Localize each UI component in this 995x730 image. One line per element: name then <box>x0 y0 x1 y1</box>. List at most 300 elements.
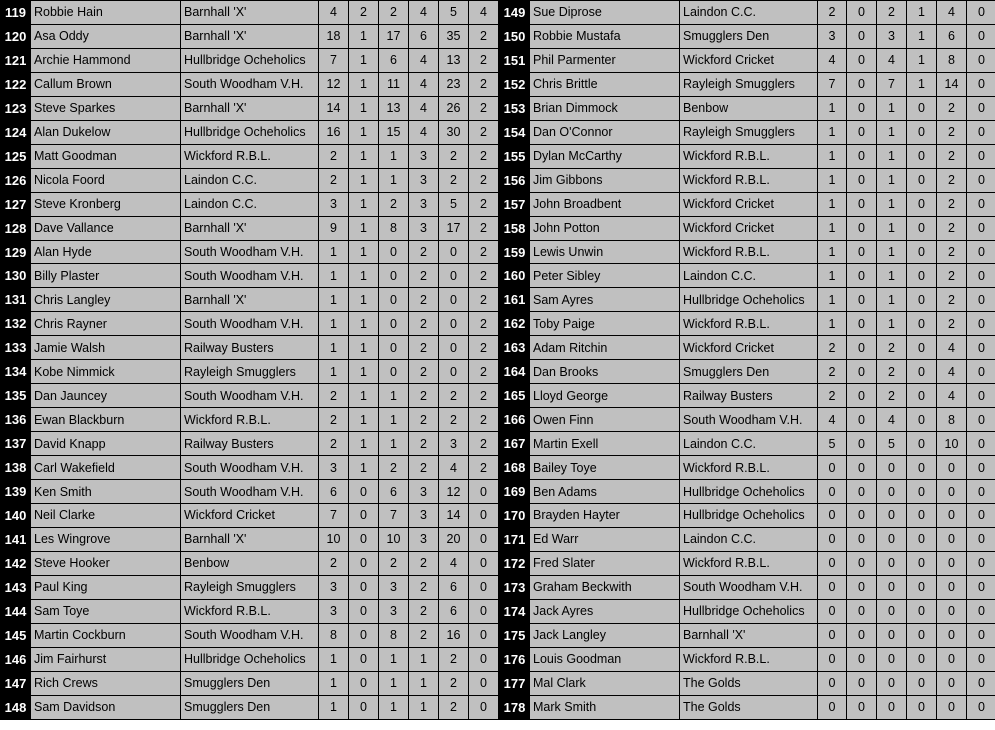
table-row <box>1 264 499 288</box>
position-cell: 155 <box>500 144 530 168</box>
stat-cell-4: 3 <box>409 144 439 168</box>
table-row <box>1 312 499 336</box>
stat-cell-5: 2 <box>439 168 469 192</box>
position-cell: 130 <box>1 264 31 288</box>
team-cell: Wickford Cricket <box>680 216 818 240</box>
stat-cell-3: 1 <box>379 647 409 671</box>
stat-cell-2: 0 <box>847 312 877 336</box>
stat-cell-6: 0 <box>967 264 995 288</box>
player-name-cell: Bailey Toye <box>530 456 680 480</box>
player-name-cell: Ken Smith <box>31 480 181 504</box>
stat-cell-2: 1 <box>349 432 379 456</box>
team-cell: Railway Busters <box>181 432 319 456</box>
player-name-cell: Sam Toye <box>31 599 181 623</box>
table-row <box>1 48 499 72</box>
stat-cell-6: 2 <box>469 144 499 168</box>
team-cell: Wickford R.B.L. <box>181 144 319 168</box>
stat-cell-3: 1 <box>877 192 907 216</box>
stat-cell-4: 3 <box>409 527 439 551</box>
position-cell: 172 <box>500 551 530 575</box>
stat-cell-4: 0 <box>907 384 937 408</box>
stat-cell-1: 1 <box>818 312 847 336</box>
position-cell: 168 <box>500 456 530 480</box>
stat-cell-4: 3 <box>409 480 439 504</box>
stat-cell-6: 0 <box>967 408 995 432</box>
position-cell: 134 <box>1 360 31 384</box>
stat-cell-6: 2 <box>469 216 499 240</box>
player-name-cell: Lloyd George <box>530 384 680 408</box>
stat-cell-2: 0 <box>349 623 379 647</box>
stat-cell-4: 0 <box>907 360 937 384</box>
table-row <box>1 192 499 216</box>
stat-cell-3: 1 <box>877 288 907 312</box>
position-cell: 156 <box>500 168 530 192</box>
stat-cell-6: 2 <box>469 24 499 48</box>
table-row <box>1 240 499 264</box>
stat-cell-3: 0 <box>379 240 409 264</box>
stat-cell-1: 2 <box>818 360 847 384</box>
stat-cell-3: 13 <box>379 96 409 120</box>
player-name-cell: Mark Smith <box>530 695 680 719</box>
position-cell: 132 <box>1 312 31 336</box>
position-cell: 151 <box>500 48 530 72</box>
team-cell: South Woodham V.H. <box>181 72 319 96</box>
player-name-cell: Neil Clarke <box>31 504 181 528</box>
stat-cell-2: 0 <box>847 120 877 144</box>
stat-cell-1: 2 <box>319 551 349 575</box>
position-cell: 158 <box>500 216 530 240</box>
player-name-cell: Les Wingrove <box>31 527 181 551</box>
stat-cell-4: 1 <box>907 1 937 25</box>
stat-cell-4: 4 <box>409 96 439 120</box>
table-row <box>1 144 499 168</box>
table-row <box>1 527 499 551</box>
stat-cell-6: 0 <box>967 623 995 647</box>
stat-cell-3: 7 <box>379 504 409 528</box>
table-row <box>500 527 995 551</box>
stat-cell-5: 0 <box>937 695 967 719</box>
table-row <box>500 480 995 504</box>
team-cell: Laindon C.C. <box>181 168 319 192</box>
stat-cell-3: 1 <box>877 120 907 144</box>
stat-cell-5: 0 <box>937 671 967 695</box>
stat-cell-5: 2 <box>937 96 967 120</box>
table-row <box>500 384 995 408</box>
table-row <box>1 96 499 120</box>
stat-cell-4: 0 <box>907 264 937 288</box>
position-cell: 122 <box>1 72 31 96</box>
stat-cell-6: 2 <box>469 96 499 120</box>
stat-cell-4: 0 <box>907 504 937 528</box>
stat-cell-2: 1 <box>349 408 379 432</box>
stat-cell-5: 13 <box>439 48 469 72</box>
table-row <box>1 671 499 695</box>
stat-cell-3: 0 <box>379 360 409 384</box>
player-name-cell: Martin Exell <box>530 432 680 456</box>
position-cell: 152 <box>500 72 530 96</box>
stat-cell-3: 4 <box>877 48 907 72</box>
stat-cell-1: 0 <box>818 504 847 528</box>
position-cell: 126 <box>1 168 31 192</box>
stat-cell-5: 23 <box>439 72 469 96</box>
stat-cell-6: 0 <box>967 575 995 599</box>
player-name-cell: Steve Sparkes <box>31 96 181 120</box>
player-name-cell: Kobe Nimmick <box>31 360 181 384</box>
stat-cell-3: 1 <box>877 264 907 288</box>
player-name-cell: David Knapp <box>31 432 181 456</box>
player-name-cell: Peter Sibley <box>530 264 680 288</box>
stat-cell-2: 1 <box>349 264 379 288</box>
stat-cell-4: 0 <box>907 312 937 336</box>
team-cell: South Woodham V.H. <box>181 623 319 647</box>
stat-cell-2: 1 <box>349 336 379 360</box>
player-name-cell: Graham Beckwith <box>530 575 680 599</box>
stat-cell-5: 4 <box>439 551 469 575</box>
stat-cell-5: 2 <box>937 288 967 312</box>
stat-cell-4: 0 <box>907 527 937 551</box>
stat-cell-3: 8 <box>379 216 409 240</box>
stat-cell-5: 0 <box>937 647 967 671</box>
team-cell: The Golds <box>680 695 818 719</box>
stat-cell-5: 6 <box>439 575 469 599</box>
stat-cell-2: 1 <box>349 144 379 168</box>
stat-cell-4: 3 <box>409 504 439 528</box>
stat-cell-4: 2 <box>409 551 439 575</box>
stat-cell-6: 0 <box>469 504 499 528</box>
table-row <box>500 456 995 480</box>
team-cell: South Woodham V.H. <box>181 456 319 480</box>
stat-cell-3: 0 <box>877 504 907 528</box>
stat-cell-2: 0 <box>349 527 379 551</box>
stat-cell-6: 0 <box>967 480 995 504</box>
player-name-cell: Asa Oddy <box>31 24 181 48</box>
stat-cell-3: 1 <box>877 240 907 264</box>
stat-cell-6: 0 <box>967 432 995 456</box>
stat-cell-2: 1 <box>349 96 379 120</box>
stat-cell-4: 0 <box>907 192 937 216</box>
stat-cell-6: 2 <box>469 48 499 72</box>
stat-cell-2: 0 <box>847 240 877 264</box>
stat-cell-4: 4 <box>409 48 439 72</box>
stat-cell-4: 1 <box>907 48 937 72</box>
stat-cell-1: 0 <box>818 527 847 551</box>
player-name-cell: Steve Hooker <box>31 551 181 575</box>
stat-cell-6: 2 <box>469 408 499 432</box>
stat-cell-2: 0 <box>349 551 379 575</box>
stat-cell-5: 0 <box>937 551 967 575</box>
stat-cell-2: 1 <box>349 24 379 48</box>
stat-cell-6: 0 <box>967 336 995 360</box>
position-cell: 169 <box>500 480 530 504</box>
team-cell: Wickford R.B.L. <box>680 647 818 671</box>
table-row <box>1 384 499 408</box>
player-name-cell: Ben Adams <box>530 480 680 504</box>
player-name-cell: Matt Goodman <box>31 144 181 168</box>
stat-cell-3: 2 <box>379 456 409 480</box>
stat-cell-3: 0 <box>877 480 907 504</box>
stat-cell-5: 0 <box>439 336 469 360</box>
stat-cell-5: 4 <box>439 456 469 480</box>
stat-cell-2: 0 <box>847 144 877 168</box>
position-cell: 166 <box>500 408 530 432</box>
player-name-cell: Rich Crews <box>31 671 181 695</box>
stat-cell-4: 0 <box>907 456 937 480</box>
stat-cell-6: 0 <box>967 48 995 72</box>
position-cell: 162 <box>500 312 530 336</box>
stat-cell-6: 2 <box>469 264 499 288</box>
stat-cell-4: 2 <box>409 288 439 312</box>
table-row <box>1 695 499 719</box>
stat-cell-4: 0 <box>907 144 937 168</box>
player-name-cell: Chris Rayner <box>31 312 181 336</box>
stat-cell-6: 0 <box>967 312 995 336</box>
player-name-cell: Dan Brooks <box>530 360 680 384</box>
player-name-cell: Dave Vallance <box>31 216 181 240</box>
stat-cell-3: 7 <box>877 72 907 96</box>
player-name-cell: Fred Slater <box>530 551 680 575</box>
stat-cell-5: 0 <box>937 623 967 647</box>
stat-cell-5: 20 <box>439 527 469 551</box>
stat-cell-4: 0 <box>907 695 937 719</box>
stat-cell-4: 4 <box>409 120 439 144</box>
team-cell: Hullbridge Ocheholics <box>680 504 818 528</box>
stat-cell-5: 2 <box>439 408 469 432</box>
position-cell: 123 <box>1 96 31 120</box>
stat-cell-4: 1 <box>409 647 439 671</box>
stat-cell-4: 1 <box>907 72 937 96</box>
table-row <box>1 456 499 480</box>
table-row <box>1 480 499 504</box>
position-cell: 150 <box>500 24 530 48</box>
stat-cell-6: 0 <box>469 599 499 623</box>
stat-cell-4: 2 <box>409 312 439 336</box>
position-cell: 170 <box>500 504 530 528</box>
stat-cell-5: 4 <box>937 336 967 360</box>
team-cell: Hullbridge Ocheholics <box>181 647 319 671</box>
position-cell: 176 <box>500 647 530 671</box>
stat-cell-1: 2 <box>319 408 349 432</box>
position-cell: 137 <box>1 432 31 456</box>
stat-cell-1: 10 <box>319 527 349 551</box>
table-row <box>500 432 995 456</box>
stat-cell-5: 2 <box>937 144 967 168</box>
stat-cell-6: 0 <box>469 527 499 551</box>
table-row <box>500 24 995 48</box>
stat-cell-2: 0 <box>847 264 877 288</box>
standings-table-left <box>0 0 499 720</box>
stat-cell-4: 0 <box>907 336 937 360</box>
stat-cell-6: 2 <box>469 384 499 408</box>
table-row <box>500 240 995 264</box>
table-row <box>500 48 995 72</box>
stat-cell-3: 0 <box>877 647 907 671</box>
position-cell: 165 <box>500 384 530 408</box>
stat-cell-6: 2 <box>469 72 499 96</box>
stat-cell-3: 0 <box>877 575 907 599</box>
stat-cell-1: 0 <box>818 647 847 671</box>
stat-cell-4: 2 <box>409 336 439 360</box>
stat-cell-6: 0 <box>469 695 499 719</box>
position-cell: 173 <box>500 575 530 599</box>
stat-cell-1: 1 <box>319 288 349 312</box>
stat-cell-2: 1 <box>349 72 379 96</box>
stat-cell-4: 1 <box>907 24 937 48</box>
team-cell: Smugglers Den <box>680 360 818 384</box>
stat-cell-6: 2 <box>469 120 499 144</box>
player-name-cell: Jim Fairhurst <box>31 647 181 671</box>
stat-cell-5: 0 <box>937 575 967 599</box>
table-row <box>500 647 995 671</box>
stat-cell-1: 2 <box>818 336 847 360</box>
stat-cell-3: 0 <box>877 599 907 623</box>
stat-cell-6: 0 <box>967 72 995 96</box>
player-name-cell: Mal Clark <box>530 671 680 695</box>
stat-cell-5: 16 <box>439 623 469 647</box>
stat-cell-1: 2 <box>319 168 349 192</box>
stat-cell-5: 17 <box>439 216 469 240</box>
stat-cell-4: 3 <box>409 168 439 192</box>
stat-cell-1: 1 <box>818 288 847 312</box>
stat-cell-2: 0 <box>349 504 379 528</box>
stat-cell-3: 0 <box>877 456 907 480</box>
player-name-cell: Steve Kronberg <box>31 192 181 216</box>
stat-cell-2: 1 <box>349 288 379 312</box>
stat-cell-6: 0 <box>967 527 995 551</box>
stat-cell-5: 2 <box>439 695 469 719</box>
stat-cell-5: 0 <box>439 360 469 384</box>
table-row <box>1 1 499 25</box>
stat-cell-4: 0 <box>907 96 937 120</box>
stat-cell-6: 0 <box>469 480 499 504</box>
player-name-cell: Robbie Mustafa <box>530 24 680 48</box>
stat-cell-6: 0 <box>967 288 995 312</box>
position-cell: 139 <box>1 480 31 504</box>
table-row <box>1 288 499 312</box>
table-row <box>1 432 499 456</box>
stat-cell-1: 16 <box>319 120 349 144</box>
stat-cell-6: 0 <box>469 623 499 647</box>
stat-cell-4: 0 <box>907 240 937 264</box>
stat-cell-4: 0 <box>907 216 937 240</box>
position-cell: 124 <box>1 120 31 144</box>
stat-cell-6: 0 <box>967 504 995 528</box>
table-row <box>1 216 499 240</box>
position-cell: 138 <box>1 456 31 480</box>
team-cell: Smugglers Den <box>181 671 319 695</box>
stat-cell-4: 2 <box>409 432 439 456</box>
stat-cell-1: 1 <box>818 216 847 240</box>
stat-cell-4: 4 <box>409 1 439 25</box>
team-cell: Hullbridge Ocheholics <box>680 599 818 623</box>
table-row <box>500 144 995 168</box>
stat-cell-6: 0 <box>967 647 995 671</box>
stat-cell-2: 1 <box>349 48 379 72</box>
stat-cell-2: 0 <box>847 96 877 120</box>
stat-cell-3: 3 <box>877 24 907 48</box>
table-row <box>1 647 499 671</box>
stat-cell-6: 0 <box>967 192 995 216</box>
team-cell: Smugglers Den <box>181 695 319 719</box>
player-name-cell: Chris Brittle <box>530 72 680 96</box>
stat-cell-1: 8 <box>319 623 349 647</box>
stat-cell-6: 2 <box>469 168 499 192</box>
stat-cell-2: 0 <box>847 599 877 623</box>
stat-cell-1: 1 <box>319 240 349 264</box>
position-cell: 127 <box>1 192 31 216</box>
stat-cell-4: 0 <box>907 623 937 647</box>
position-cell: 163 <box>500 336 530 360</box>
player-name-cell: Alan Dukelow <box>31 120 181 144</box>
team-cell: Benbow <box>680 96 818 120</box>
stat-cell-4: 0 <box>907 575 937 599</box>
table-row <box>500 1 995 25</box>
table-row <box>500 168 995 192</box>
stat-cell-2: 1 <box>349 192 379 216</box>
team-cell: Wickford R.B.L. <box>680 551 818 575</box>
position-cell: 159 <box>500 240 530 264</box>
position-cell: 133 <box>1 336 31 360</box>
stat-cell-6: 0 <box>469 647 499 671</box>
player-name-cell: Adam Ritchin <box>530 336 680 360</box>
stat-cell-1: 14 <box>319 96 349 120</box>
stat-cell-2: 0 <box>847 456 877 480</box>
player-name-cell: Jamie Walsh <box>31 336 181 360</box>
stat-cell-1: 1 <box>319 264 349 288</box>
stat-cell-1: 0 <box>818 480 847 504</box>
stat-cell-6: 2 <box>469 312 499 336</box>
stat-cell-2: 0 <box>847 647 877 671</box>
stat-cell-4: 0 <box>907 599 937 623</box>
stat-cell-3: 0 <box>877 695 907 719</box>
team-cell: Wickford R.B.L. <box>680 312 818 336</box>
table-row <box>500 623 995 647</box>
stat-cell-3: 2 <box>877 336 907 360</box>
stat-cell-5: 14 <box>439 504 469 528</box>
stat-cell-3: 0 <box>379 264 409 288</box>
stat-cell-5: 26 <box>439 96 469 120</box>
team-cell: South Woodham V.H. <box>680 408 818 432</box>
stat-cell-1: 3 <box>818 24 847 48</box>
stat-cell-3: 15 <box>379 120 409 144</box>
table-row <box>1 120 499 144</box>
stat-cell-2: 0 <box>847 48 877 72</box>
stat-cell-5: 2 <box>937 240 967 264</box>
position-cell: 149 <box>500 1 530 25</box>
stat-cell-6: 2 <box>469 192 499 216</box>
position-cell: 119 <box>1 1 31 25</box>
stat-cell-6: 0 <box>469 551 499 575</box>
stat-cell-3: 2 <box>877 384 907 408</box>
stat-cell-4: 2 <box>409 360 439 384</box>
stat-cell-5: 4 <box>937 384 967 408</box>
stat-cell-2: 0 <box>847 360 877 384</box>
stat-cell-1: 7 <box>319 504 349 528</box>
player-name-cell: Nicola Foord <box>31 168 181 192</box>
stat-cell-4: 2 <box>409 599 439 623</box>
stat-cell-6: 0 <box>967 168 995 192</box>
stat-cell-4: 2 <box>409 384 439 408</box>
position-cell: 140 <box>1 504 31 528</box>
stat-cell-6: 2 <box>469 288 499 312</box>
stat-cell-2: 0 <box>847 480 877 504</box>
stat-cell-2: 0 <box>847 72 877 96</box>
stat-cell-2: 1 <box>349 384 379 408</box>
team-cell: Railway Busters <box>181 336 319 360</box>
stat-cell-1: 4 <box>818 408 847 432</box>
stat-cell-4: 3 <box>409 192 439 216</box>
stat-cell-1: 1 <box>319 312 349 336</box>
team-cell: Barnhall 'X' <box>181 288 319 312</box>
